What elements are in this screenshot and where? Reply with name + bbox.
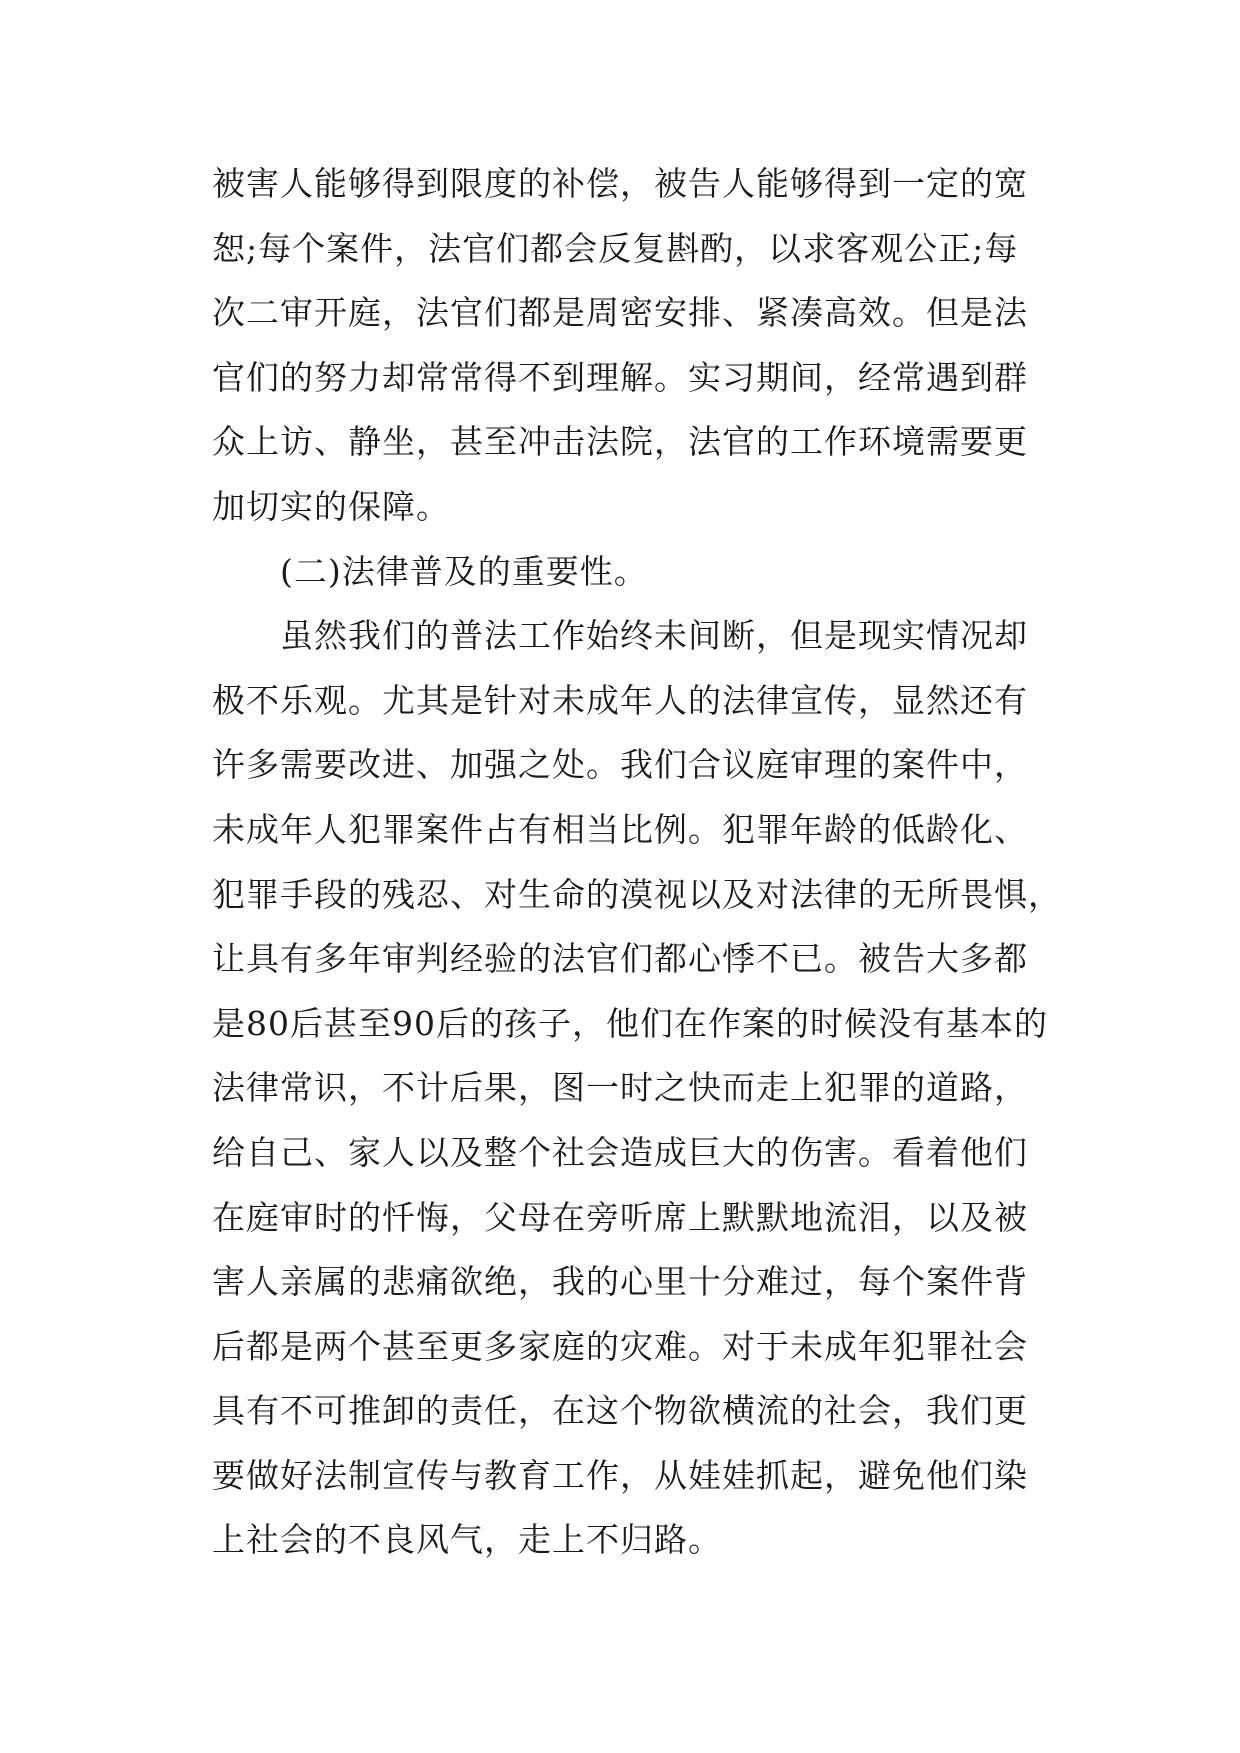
text-line: 官们的努力却常常得不到理解。实习期间，经常遇到群 [212, 357, 1028, 397]
text-line: 给自己、家人以及整个社会造成巨大的伤害。看着他们 [212, 1132, 1028, 1172]
text-line: 虽然我们的普法工作始终未间断，但是现实情况却 [280, 616, 1028, 656]
text-line: 犯罪手段的残忍、对生命的漠视以及对法律的无所畏惧， [212, 874, 1062, 914]
text-line: 众上访、静坐，甚至冲击法院，法官的工作环境需要更 [212, 422, 1028, 462]
text-line: 具有不可推卸的责任，在这个物欲横流的社会，我们更 [212, 1391, 1028, 1431]
text-line: 是80后甚至90后的孩子，他们在作案的时候没有基本的 [212, 1003, 1048, 1043]
text-line: 被害人能够得到限度的补偿，被告人能够得到一定的宽 [212, 164, 1028, 203]
text-line: 极不乐观。尤其是针对未成年人的法律宣传，显然还有 [212, 680, 1028, 720]
text-line: 加切实的保障。 [212, 486, 450, 526]
text-line: 次二审开庭，法官们都是周密安排、紧凑高效。但是法 [212, 293, 1028, 333]
section-heading: (二)法律普及的重要性。 [280, 551, 648, 591]
text-line: 许多需要改进、加强之处。我们合议庭审理的案件中， [212, 745, 1028, 785]
text-line: 害人亲属的悲痛欲绝，我的心里十分难过，每个案件背 [212, 1262, 1028, 1302]
text-line: 恕;每个案件，法官们都会反复斟酌，以求客观公正;每 [212, 228, 1019, 268]
text-line: 后都是两个甚至更多家庭的灾难。对于未成年犯罪社会 [212, 1326, 1028, 1366]
text-line: 上社会的不良风气，走上不归路。 [212, 1520, 722, 1560]
text-line: 在庭审时的忏悔，父母在旁听席上默默地流泪，以及被 [212, 1197, 1028, 1237]
body-text [212, 152, 1062, 1573]
text-line: 让具有多年审判经验的法官们都心悸不已。被告大多都 [212, 939, 1028, 979]
text-line: 法律常识，不计后果，图一时之快而走上犯罪的道路， [212, 1068, 1028, 1108]
text-line: 要做好法制宣传与教育工作，从娃娃抓起，避免他们染 [212, 1455, 1028, 1495]
text-line: 未成年人犯罪案件占有相当比例。犯罪年龄的低龄化、 [212, 809, 1028, 849]
